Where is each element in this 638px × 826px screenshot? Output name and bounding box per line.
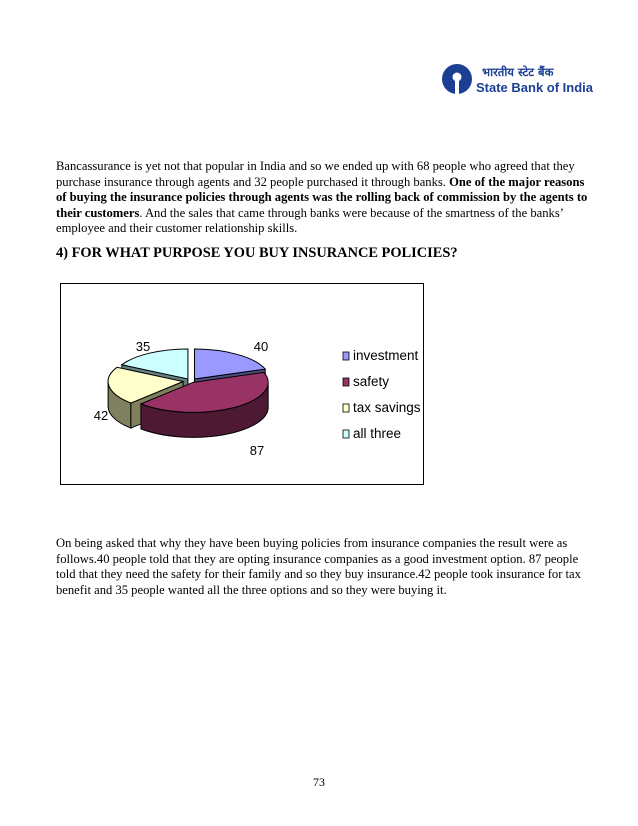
intro-bold-text: One of the major reasons of buying the insurance policies through agents was the rolling back of commission by the agents to their customers xyxy=(56,174,588,220)
pie-chart-frame xyxy=(60,283,424,485)
legend-swatch-safety xyxy=(343,378,349,386)
section-heading: 4) FOR WHAT PURPOSE YOU BUY INSURANCE POLICIES? xyxy=(56,245,458,261)
logo-hindi-text: भारतीय स्टेट बैंक xyxy=(482,65,554,79)
intro-text-2: . And the sales that came through banks were because of the smartness of the banks’ employee and their customer relationship skills. xyxy=(56,205,563,236)
legend-label-tax-savings: tax savings xyxy=(353,400,421,415)
data-label-investment: 40 xyxy=(253,339,269,354)
pie-chart xyxy=(61,284,423,484)
intro-paragraph xyxy=(56,159,596,237)
legend-swatch-tax-savings xyxy=(343,404,349,412)
legend-label-safety: safety xyxy=(353,374,390,389)
sbi-keyhole-icon xyxy=(440,62,474,96)
data-label-tax-savings: 42 xyxy=(93,408,109,423)
page-number: 73 xyxy=(313,775,325,789)
data-label-all-three: 35 xyxy=(135,339,151,354)
intro-text-1: Bancassurance is yet not that popular in India and so we ended up with 68 people who agreed that they purchase insurance through agents and 32 people purchased it through banks. xyxy=(56,159,575,189)
legend-label-all-three: all three xyxy=(353,426,402,441)
result-paragraph: On being asked that why they have been buying policies from insurance companies the result were as follows.40 people told that they are opting insurance companies as a good investment option. 87 people told that they need the safety for their family and so they buy insurance.42 people took insurance for tax benefit and 35 people wanted all the three options and so they were buying it. xyxy=(56,536,581,597)
legend-swatch-all-three xyxy=(343,430,349,438)
legend-swatch-investment xyxy=(343,352,349,360)
data-label-safety: 87 xyxy=(249,443,265,458)
logo-english-text: State Bank of India xyxy=(476,80,594,95)
sbi-logo xyxy=(440,62,594,106)
legend-label-investment: investment xyxy=(353,348,419,363)
